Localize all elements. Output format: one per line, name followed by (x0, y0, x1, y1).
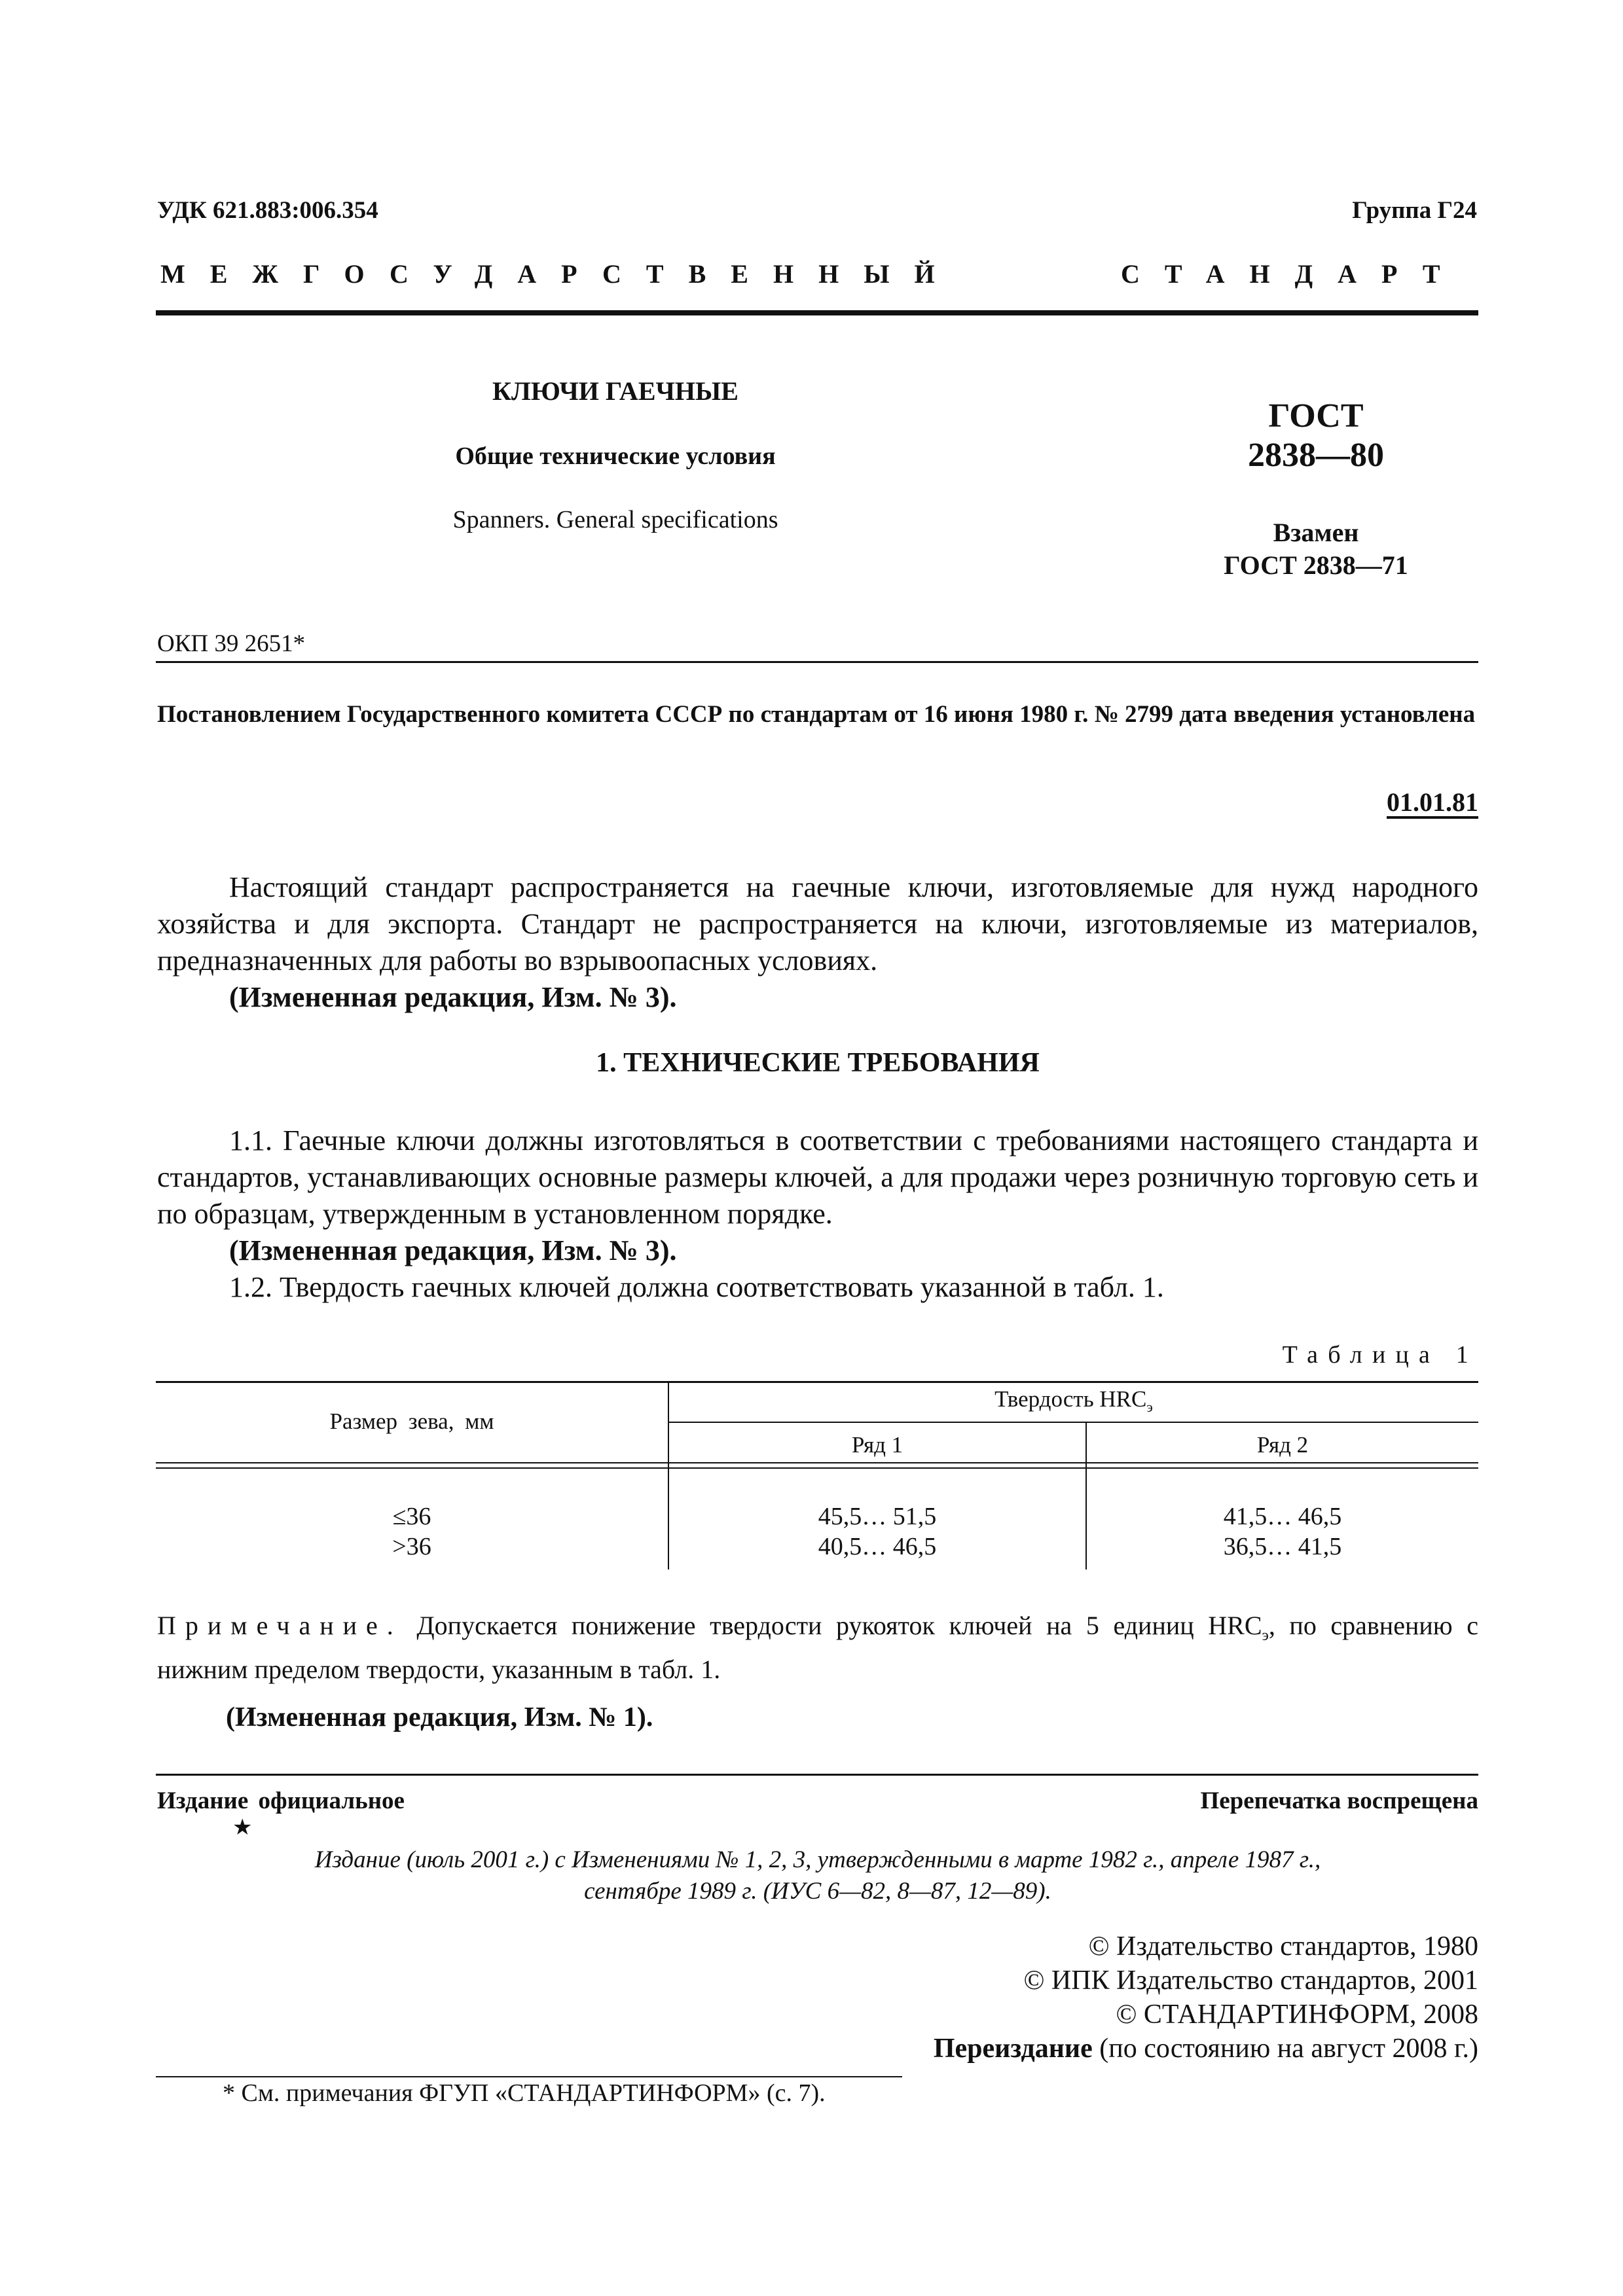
document-title: КЛЮЧИ ГАЕЧНЫЕ (492, 376, 739, 406)
okp-rule (156, 661, 1478, 663)
interstate-word: МЕЖГОСУДАРСТВЕННЫЙ (160, 259, 960, 289)
table-cell-row2: 36,5… 41,5 (1223, 1533, 1342, 1560)
table-header-size: Размер зева, мм (329, 1408, 494, 1434)
table-header-bottom-rule (156, 1462, 1478, 1463)
table-top-rule (156, 1381, 1478, 1383)
amendment-note: (Измененная редакция, Изм. № 1). (226, 1702, 653, 1732)
english-title: Spanners. General specifications (452, 506, 778, 533)
official-edition: Издание официальное (157, 1787, 405, 1814)
copyright-line: © Издательство стандартов, 1980 (1088, 1931, 1478, 1962)
udk-code: УДК 621.883:006.354 (157, 197, 378, 224)
edition-info: сентябре 1989 г. (ИУС 6—82, 8—87, 12—89). (584, 1878, 1051, 1905)
table-cell-row2: 41,5… 46,5 (1223, 1503, 1342, 1530)
introduction-date: 01.01.81 (1387, 787, 1478, 817)
gost-label: ГОСТ (1268, 397, 1364, 435)
table-caption: Таблица 1 (1282, 1341, 1478, 1369)
header-rule (156, 310, 1478, 315)
standard-word: СТАНДАРТ (1121, 259, 1465, 289)
table-header-row2: Ряд 2 (1256, 1432, 1309, 1458)
amendment-note: (Измененная редакция, Изм. № 3). (229, 981, 677, 1013)
document-subtitle: Общие технические условия (455, 442, 776, 470)
table-note: Примечание. Допускается понижение твердости рукояток ключей на 5 единиц $HRC_э$, по сравнению с нижним пределом твердости, указанным в табл. 1. (157, 1611, 1478, 1684)
clause-1-1: 1.1. Гаечные ключи должны изготовляться в соответствии с требованиями настоящего стандарта и стандартов, устанавливающих основные размеры ключей, а для продажи через розничную торговую сеть и по образцам, утвержденным в установленном порядке. (157, 1124, 1478, 1230)
reprint-prohibited: Перепечатка воспрещена (1200, 1787, 1478, 1814)
replaces-label: Взамен (1273, 518, 1359, 547)
table-cell-row1: 45,5… 51,5 (818, 1503, 937, 1530)
gost-number: 2838—80 (1248, 437, 1384, 474)
star-icon: ★ (232, 1816, 253, 1840)
resolution-text: Постановлением Государственного комитета СССР по стандартам от 16 июня 1980 г. № 2799 дата введения установлена (157, 701, 1476, 728)
clause-1-2: 1.2. Твердость гаечных ключей должна соответствовать указанной в табл. 1. (229, 1271, 1164, 1303)
table-cell-row1: 40,5… 46,5 (818, 1533, 937, 1560)
edition-info: Издание (июль 2001 г.) с Изменениями № 1, 2, 3, утвержденными в марте 1982 г., апреле 1987 г., (314, 1846, 1321, 1873)
intro-paragraph: Настоящий стандарт распространяется на гаечные ключи, изготовляемые для нужд народного хозяйства и для экспорта. Стандарт не распространяется на ключи, изготовляемые из материалов, предназначенных для работы во взрывоопасных условиях. (157, 871, 1478, 977)
amendment-note: (Измененная редакция, Изм. № 3). (229, 1234, 677, 1266)
table-cell-size: >36 (392, 1533, 431, 1560)
footnote: * См. примечания ФГУП «СТАНДАРТИНФОРМ» (с. 7). (223, 2079, 826, 2107)
table-header-rule (669, 1422, 1478, 1423)
reissue-line: Переиздание (по состоянию на август 2008 г.) (933, 2034, 1478, 2064)
okp-code: ОКП 39 2651* (157, 630, 306, 657)
table-header-row1: Ряд 1 (851, 1432, 903, 1458)
copyright-line: © ИПК Издательство стандартов, 2001 (1023, 1965, 1478, 1996)
table-header-bottom-rule (156, 1467, 1478, 1469)
table-header-hardness: Твердость $HRC_э$ (994, 1386, 1153, 1415)
copyright-line: © СТАНДАРТИНФОРМ, 2008 (1116, 2000, 1478, 2030)
group-code: Группа Г24 (1352, 197, 1477, 224)
section-heading: 1. ТЕХНИЧЕСКИЕ ТРЕБОВАНИЯ (596, 1048, 1040, 1078)
footnote-rule (156, 2076, 902, 2077)
replaces-number: ГОСТ 2838—71 (1224, 550, 1408, 580)
footer-rule (156, 1774, 1478, 1776)
table-cell-size: ≤36 (392, 1503, 431, 1530)
